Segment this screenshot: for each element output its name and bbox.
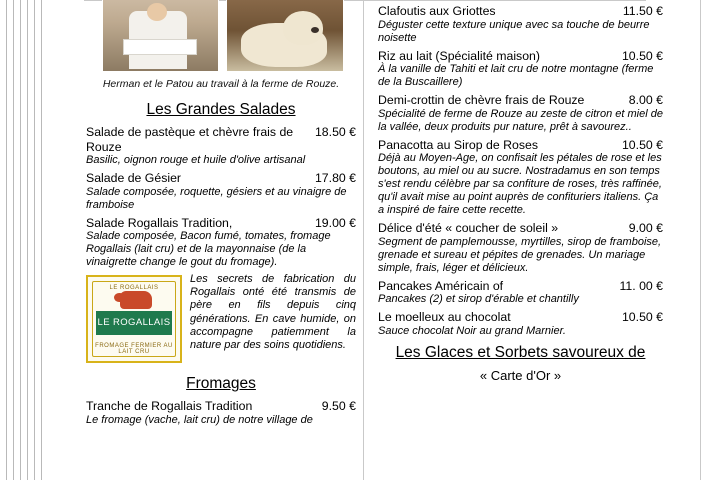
menu-item (378, 221, 663, 275)
menu-item-name: Tranche de Rogallais Tradition (86, 399, 253, 413)
menu-item-name: Salade Rogallais Tradition, (86, 215, 233, 230)
menu-item-description: Sauce chocolat Noir au grand Marnier. (378, 324, 566, 337)
left-column (86, 0, 356, 431)
menu-item-name: Délice d'été « coucher de soleil » (378, 221, 559, 235)
menu-item-description: Spécialité de ferme de Rouze au zeste de citron et miel de la vallée, deux produits pur nature, prêt à savourez.. (378, 107, 663, 133)
menu-item-name: Riz au lait (Spécialité maison) (378, 48, 540, 63)
photo-patou-dog (226, 0, 344, 72)
menu-item (378, 49, 663, 90)
menu-item-price: 9.00 € (628, 221, 663, 235)
menu-item (86, 399, 356, 427)
menu-item-description: Le fromage (vache, lait cru) de notre village de (86, 413, 313, 426)
menu-item-description: À la vanille de Tahiti et lait cru de notre montagne (ferme de la Buscaillere) (378, 63, 654, 88)
menu-item-price: 17.80 € (314, 171, 356, 185)
photo-caption: Herman et le Patou au travail à la ferme de Rouze. (102, 78, 340, 90)
cow-icon (120, 291, 152, 309)
menu-item (86, 171, 356, 212)
menu-item-price: 10.50 € (621, 137, 663, 152)
page-binding-decoration (0, 0, 46, 480)
menu-item-description: Salade composée, Bacon fumé, tomates, fromage Rogallais (lait cru) et de la mayonnaise (de la vinaigrette change le gout du fromage). (86, 230, 331, 268)
menu-item (378, 279, 663, 307)
menu-item-name: Pancakes Américain of (378, 278, 504, 293)
section-title-glaces: Les Glaces et Sorbets savoureux de (395, 343, 646, 361)
menu-item-price: 10.50 € (621, 310, 663, 324)
menu-item-name: Panacotta au Sirop de Roses (378, 137, 538, 152)
menu-item-description: Déguster cette texture unique avec sa touche de beurre noisette (378, 18, 650, 44)
section-title-fromages: Fromages (186, 375, 256, 392)
menu-item-price: 19.00 € (314, 215, 356, 230)
page-right-border (700, 0, 701, 480)
menu-item-name: Salade de pastèque et chèvre frais de Rouze (86, 125, 294, 154)
logo-top-text: LE ROGALLAIS (109, 285, 159, 291)
menu-item-name: Demi-crottin de chèvre frais de Rouze (378, 93, 585, 107)
logo-band-text: LE ROGALLAIS (97, 317, 171, 328)
menu-item (86, 216, 356, 270)
brand-logo-block (86, 273, 356, 365)
menu-item-price: 11.50 € (622, 4, 663, 18)
column-divider (363, 0, 364, 480)
menu-item-description: Déjà au Moyen-Age, on confisait les pétales de rose et les boutons, au miel ou au sucre. Nostradamus en son temps s'est rendu célèbre par sa confiture de roses, très raffinée, qu'il avait mise au point auprès de confituriers italiens. Ça a inspiré de faire cette recette. (378, 152, 662, 216)
menu-item-price: 8.00 € (628, 93, 663, 107)
menu-item (378, 93, 663, 134)
menu-item-name: Salade de Gésier (86, 171, 182, 185)
section-subtitle-carte-dor: « Carte d'Or » (479, 367, 562, 383)
menu-item-description: Pancakes (2) et sirop d'érable et chantilly (378, 293, 579, 305)
menu-item (378, 138, 663, 218)
rogallais-logo (86, 275, 182, 363)
menu-item-description: Segment de pamplemousse, myrtilles, sirop de framboise, grenade et sureau et pépites de grenades. Un mariage simple, frais, léger et délicieux. (378, 235, 662, 274)
menu-item-price: 10.50 € (621, 48, 663, 63)
menu-item-name: Clafoutis aux Griottes (378, 4, 496, 18)
photo-cheesemaker (102, 0, 219, 72)
right-column (378, 0, 663, 383)
logo-note-text: Les secrets de fabrication du Rogallais onté été transmis de père en fils depuis cinq générations. En cave humide, on accompagne patiemment la nature par des soins quotidiens. (190, 273, 356, 352)
menu-item (378, 4, 663, 45)
menu-item-price: 9.50 € (321, 399, 356, 413)
menu-item-description: Salade composée, roquette, gésiers et au vinaigre de framboise (86, 185, 347, 211)
menu-item-description: Basilic, oignon rouge et huile d'olive artisanal (86, 154, 306, 166)
section-title-salades: Les Grandes Salades (146, 101, 296, 118)
photo-strip (86, 0, 356, 72)
menu-item (86, 125, 356, 167)
menu-item-name: Le moelleux au chocolat (378, 310, 511, 324)
logo-bottom-text: FROMAGE FERMIER AU LAIT CRU (95, 343, 173, 355)
menu-item-price: 18.50 € (314, 125, 356, 139)
menu-item-price: 11. 00 € (619, 278, 663, 293)
menu-item (378, 310, 663, 338)
